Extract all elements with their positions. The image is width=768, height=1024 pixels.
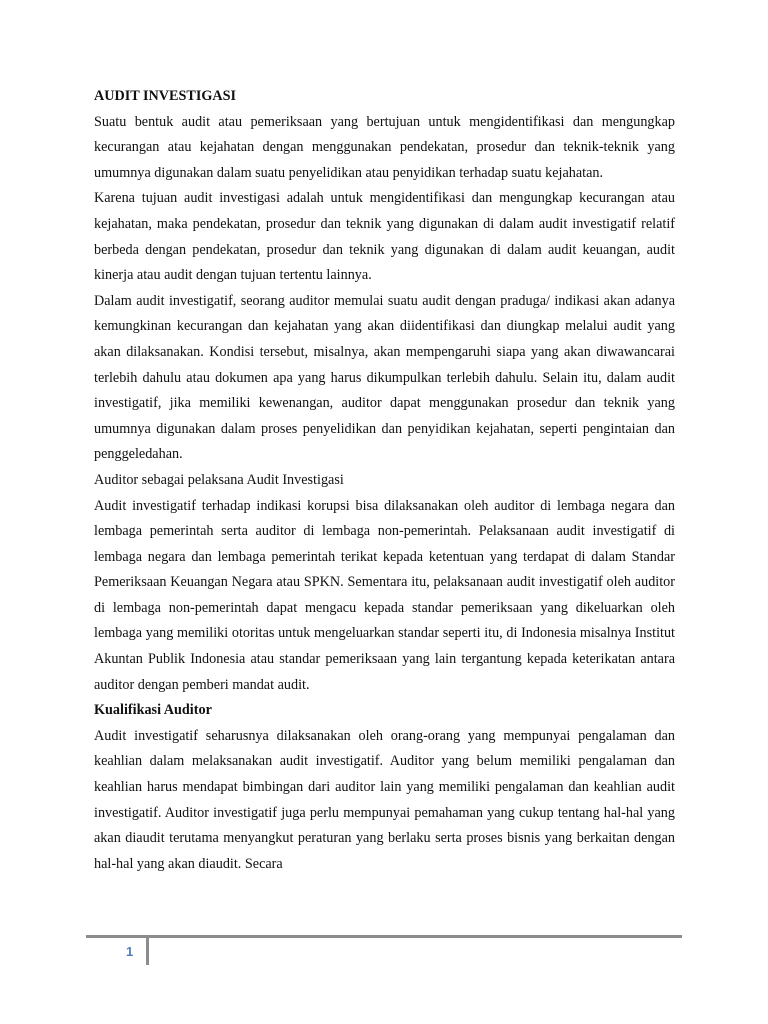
footer-divider [146, 935, 149, 965]
paragraph-purpose: Karena tujuan audit investigasi adalah untuk mengidentifikasi dan mengungkap kecurangan atau kejahatan, maka pendekatan, prosedur dan teknik yang digunakan di dalam audit investigatif relatif berbeda dengan pendekatan, prosedur dan teknik yang digunakan di dalam audit keuangan, audit kinerja atau audit dengan tujuan tertentu lainnya. [94, 190, 675, 284]
section-heading-auditor-qualification: Kualifikasi Auditor [94, 702, 212, 719]
document-body [94, 84, 675, 877]
paragraph-auditor-executor: Audit investigatif terhadap indikasi korupsi bisa dilaksanakan oleh auditor di lembaga negara dan lembaga pemerintah serta auditor di lembaga non-pemerintah. Pelaksanaan audit investigatif di lembaga negara dan lembaga pemerintah terikat kepada ketentuan yang terdapat di dalam Standar Pemeriksaan Keuangan Negara atau SPKN. Sementara itu, pelaksanaan audit investigatif oleh auditor di lembaga non-pemerintah dapat mengacu kepada standar pemeriksaan yang dikeluarkan oleh lembaga yang memiliki otoritas untuk mengeluarkan standar seperti itu, di Indonesia misalnya Institut Akuntan Publik Indonesia atau standar pemeriksaan yang lain tergantung kepada keterikatan antara auditor dengan pemberi mandat audit. [94, 497, 675, 693]
page-number: 1 [126, 944, 134, 959]
paragraph-approach: Dalam audit investigatif, seorang auditor memulai suatu audit dengan praduga/ indikasi akan adanya kemungkinan kecurangan dan kejahatan yang akan diidentifikasi dan diungkap melalui audit yang akan dilaksanakan. Kondisi tersebut, misalnya, akan mempengaruhi siapa yang akan diwawancarai terlebih dahulu atau dokumen apa yang harus dikumpulkan terlebih dahulu. Selain itu, dalam audit investigatif, jika memiliki kewenangan, auditor dapat menggunakan prosedur dan teknik yang umumnya digunakan dalam proses penyelidikan dan penyidikan kejahatan, seperti pengintaian dan penggeledahan. [94, 292, 675, 463]
document-title: AUDIT INVESTIGASI [94, 88, 237, 104]
paragraph-definition: Suatu bentuk audit atau pemeriksaan yang bertujuan untuk mengidentifikasi dan mengungkap kecurangan atau kejahatan dengan menggunakan pendekatan, prosedur dan teknik-teknik yang umumnya digunakan dalam suatu penyelidikan atau penyidikan terhadap suatu kejahatan. [94, 113, 675, 181]
footer-rule [86, 935, 682, 938]
paragraph-auditor-qualification: Audit investigatif seharusnya dilaksanakan oleh orang-orang yang mempunyai pengalaman dan keahlian dalam melaksanakan audit investigatif. Auditor yang belum memiliki pengalaman dan keahlian harus mendapat bimbingan dari auditor lain yang memiliki pengalaman dan keahlian audit investigatif. Auditor investigatif juga perlu mempunyai pemahaman yang cukup tentang hal-hal yang akan diaudit terutama menyangkut peraturan yang berlaku serta proses bisnis yang berkaitan dengan hal-hal yang akan diaudit. Secara [94, 727, 675, 872]
section-heading-auditor-executor: Auditor sebagai pelaksana Audit Investigasi [94, 471, 344, 488]
